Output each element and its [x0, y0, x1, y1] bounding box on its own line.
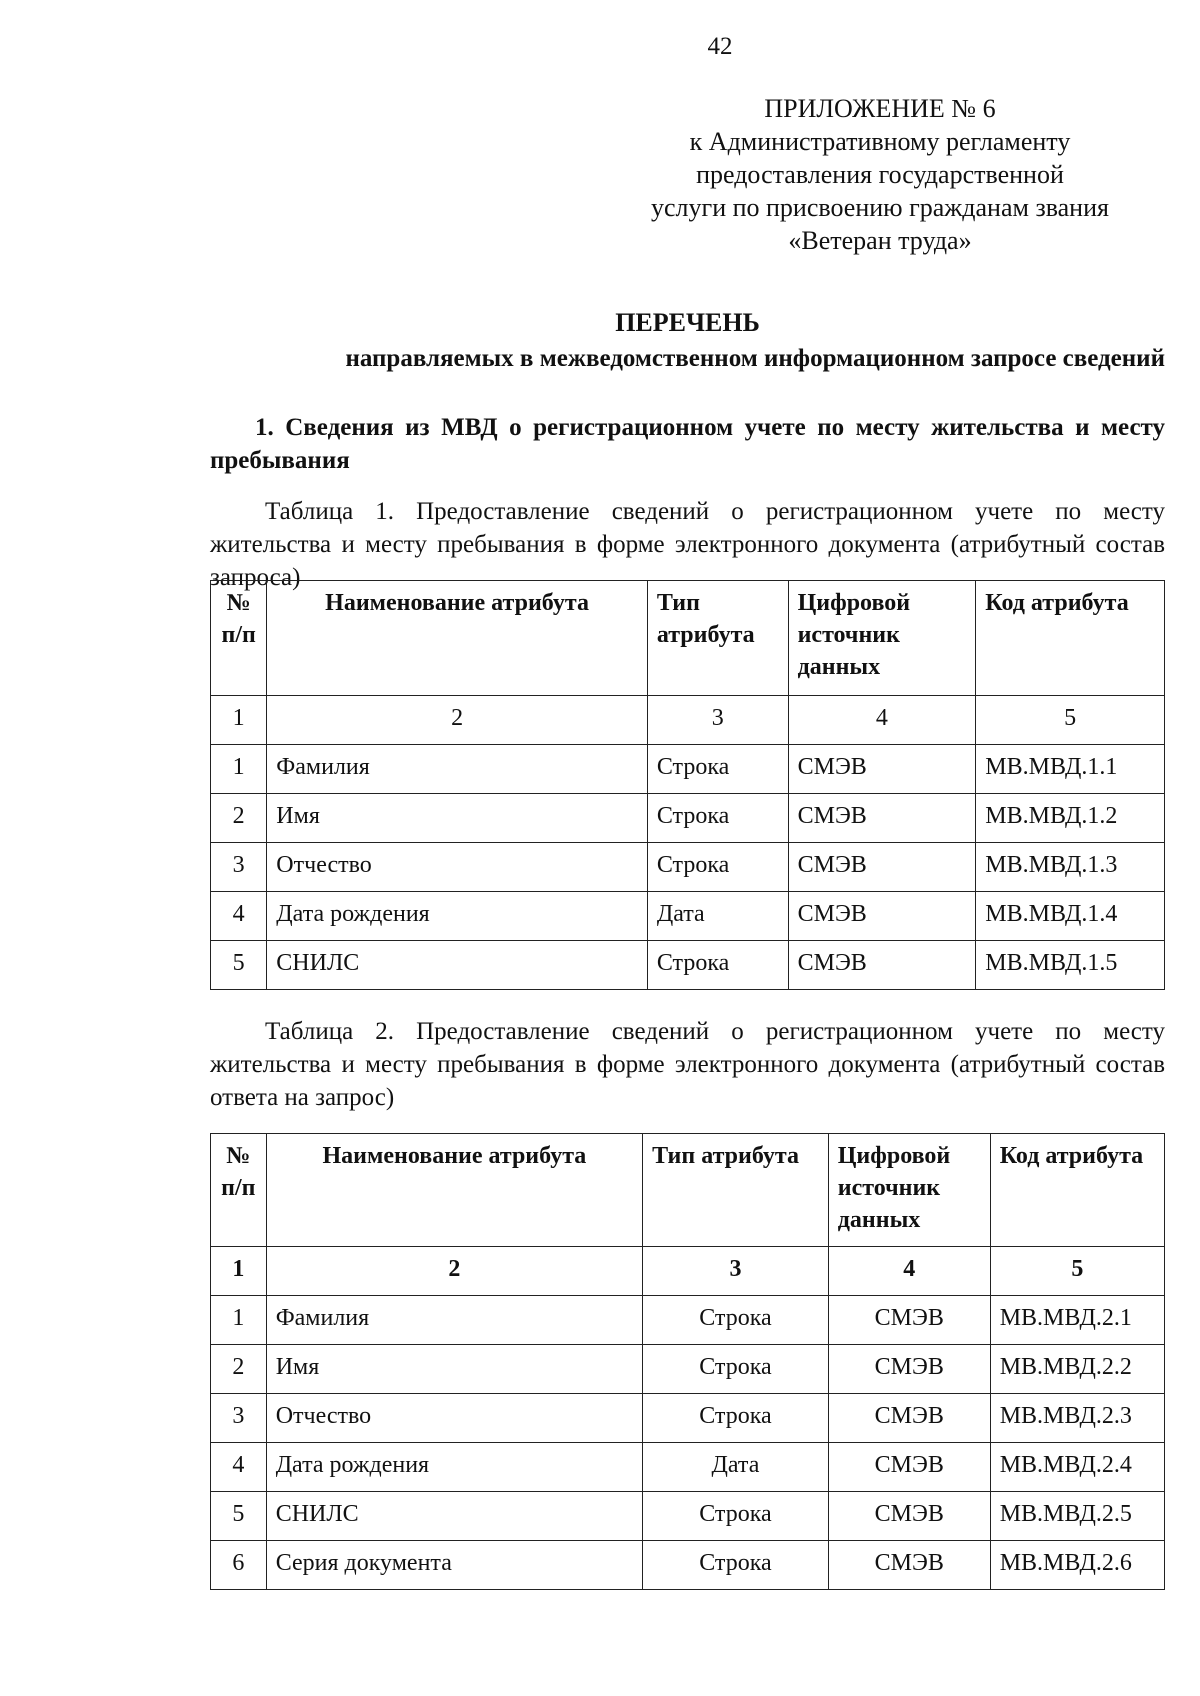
- table-2-caption: Таблица 2. Предоставление сведений о регистрационном учете по месту жительства и месту пребывания в форме электронного документа (атрибутный состав ответа на запрос): [210, 1018, 1165, 1111]
- table-row: [211, 1492, 1165, 1541]
- data-source: СМЭВ: [788, 745, 976, 794]
- table-1: [210, 580, 1165, 990]
- attribute-code: МВ.МВД.1.4: [976, 892, 1165, 941]
- section-heading: 1. Сведения из МВД о регистрационном учете по месту жительства и месту пребывания: [210, 414, 1165, 474]
- attribute-type: Строка: [643, 1394, 829, 1443]
- attribute-name: Фамилия: [266, 1296, 642, 1345]
- data-source: СМЭВ: [828, 1443, 990, 1492]
- data-source: СМЭВ: [828, 1492, 990, 1541]
- header-attribute-code: Код атрибута: [976, 581, 1165, 696]
- row-number: 2: [211, 794, 267, 843]
- data-source: СМЭВ: [788, 892, 976, 941]
- table-row: [211, 794, 1165, 843]
- row-number: 4: [211, 892, 267, 941]
- attribute-name: Имя: [267, 794, 648, 843]
- appendix-line: «Ветеран труда»: [788, 226, 972, 255]
- table-row: [211, 1345, 1165, 1394]
- attribute-type: Строка: [647, 843, 788, 892]
- header-attribute-type: Тип атрибута: [647, 581, 788, 696]
- table-row: [211, 1394, 1165, 1443]
- table-row: [211, 1443, 1165, 1492]
- header-attribute-name: Наименование атрибута: [266, 1134, 642, 1247]
- column-number: 1: [211, 1247, 267, 1296]
- table-row: [211, 745, 1165, 794]
- data-source: СМЭВ: [828, 1394, 990, 1443]
- table-row: [211, 1541, 1165, 1590]
- data-source: СМЭВ: [828, 1296, 990, 1345]
- appendix-line: предоставления государственной: [696, 160, 1064, 189]
- table-row: [211, 1296, 1165, 1345]
- attribute-code: МВ.МВД.1.3: [976, 843, 1165, 892]
- attribute-type: Строка: [643, 1492, 829, 1541]
- attribute-name: Дата рождения: [266, 1443, 642, 1492]
- row-number: 5: [211, 1492, 267, 1541]
- attribute-name: Дата рождения: [267, 892, 648, 941]
- data-source: СМЭВ: [788, 941, 976, 990]
- row-number: 4: [211, 1443, 267, 1492]
- header-data-source: Цифровой источник данных: [828, 1134, 990, 1247]
- attribute-code: МВ.МВД.1.2: [976, 794, 1165, 843]
- appendix-line: услуги по присвоению гражданам звания: [651, 193, 1109, 222]
- attribute-name: Фамилия: [267, 745, 648, 794]
- row-number: 2: [211, 1345, 267, 1394]
- header-number: № п/п: [211, 1134, 267, 1247]
- row-number: 6: [211, 1541, 267, 1590]
- table-1-caption: Таблица 1. Предоставление сведений о регистрационном учете по месту жительства и месту пребывания в форме электронного документа (атрибутный состав запроса): [210, 498, 1165, 591]
- attribute-type: Строка: [647, 745, 788, 794]
- attribute-code: МВ.МВД.1.1: [976, 745, 1165, 794]
- page-number: 42: [707, 33, 733, 60]
- attribute-code: МВ.МВД.2.3: [990, 1394, 1164, 1443]
- attribute-code: МВ.МВД.2.6: [990, 1541, 1164, 1590]
- header-number: № п/п: [211, 581, 267, 696]
- header-data-source: Цифровой источник данных: [788, 581, 976, 696]
- data-source: СМЭВ: [788, 843, 976, 892]
- column-number: 4: [828, 1247, 990, 1296]
- table-2: [210, 1133, 1165, 1590]
- row-number: 3: [211, 1394, 267, 1443]
- attribute-type: Дата: [647, 892, 788, 941]
- table-row: [211, 843, 1165, 892]
- column-number: 1: [211, 696, 267, 745]
- data-source: СМЭВ: [828, 1345, 990, 1394]
- document-title: ПЕРЕЧЕНЬ: [615, 308, 760, 337]
- column-numbering-row: [211, 1247, 1165, 1296]
- column-number: 4: [788, 696, 976, 745]
- attribute-code: МВ.МВД.2.4: [990, 1443, 1164, 1492]
- table-header-row: [211, 581, 1165, 696]
- attribute-name: СНИЛС: [267, 941, 648, 990]
- table-header-row: [211, 1134, 1165, 1247]
- row-number: 1: [211, 745, 267, 794]
- attribute-type: Строка: [643, 1296, 829, 1345]
- row-number: 1: [211, 1296, 267, 1345]
- attribute-code: МВ.МВД.2.5: [990, 1492, 1164, 1541]
- attribute-type: Строка: [647, 794, 788, 843]
- attribute-name: Отчество: [266, 1394, 642, 1443]
- attribute-name: СНИЛС: [266, 1492, 642, 1541]
- attribute-name: Имя: [266, 1345, 642, 1394]
- data-source: СМЭВ: [828, 1541, 990, 1590]
- column-number: 3: [647, 696, 788, 745]
- attribute-type: Строка: [643, 1345, 829, 1394]
- appendix-line: ПРИЛОЖЕНИЕ № 6: [764, 94, 996, 123]
- column-numbering-row: [211, 696, 1165, 745]
- document-subtitle: направляемых в межведомственном информационном запросе сведений: [345, 345, 1165, 372]
- appendix-line: к Административному регламенту: [689, 127, 1071, 156]
- column-number: 3: [643, 1247, 829, 1296]
- attribute-code: МВ.МВД.2.1: [990, 1296, 1164, 1345]
- attribute-code: МВ.МВД.2.2: [990, 1345, 1164, 1394]
- column-number: 5: [990, 1247, 1164, 1296]
- table-row: [211, 941, 1165, 990]
- appendix-block: [600, 92, 1160, 257]
- attribute-type: Строка: [643, 1541, 829, 1590]
- table-row: [211, 892, 1165, 941]
- data-source: СМЭВ: [788, 794, 976, 843]
- header-attribute-name: Наименование атрибута: [267, 581, 648, 696]
- attribute-type: Строка: [647, 941, 788, 990]
- column-number: 2: [266, 1247, 642, 1296]
- row-number: 5: [211, 941, 267, 990]
- attribute-type: Дата: [643, 1443, 829, 1492]
- column-number: 5: [976, 696, 1165, 745]
- column-number: 2: [267, 696, 648, 745]
- row-number: 3: [211, 843, 267, 892]
- header-attribute-type: Тип атрибута: [643, 1134, 829, 1247]
- attribute-code: МВ.МВД.1.5: [976, 941, 1165, 990]
- attribute-name: Отчество: [267, 843, 648, 892]
- attribute-name: Серия документа: [266, 1541, 642, 1590]
- header-attribute-code: Код атрибута: [990, 1134, 1164, 1247]
